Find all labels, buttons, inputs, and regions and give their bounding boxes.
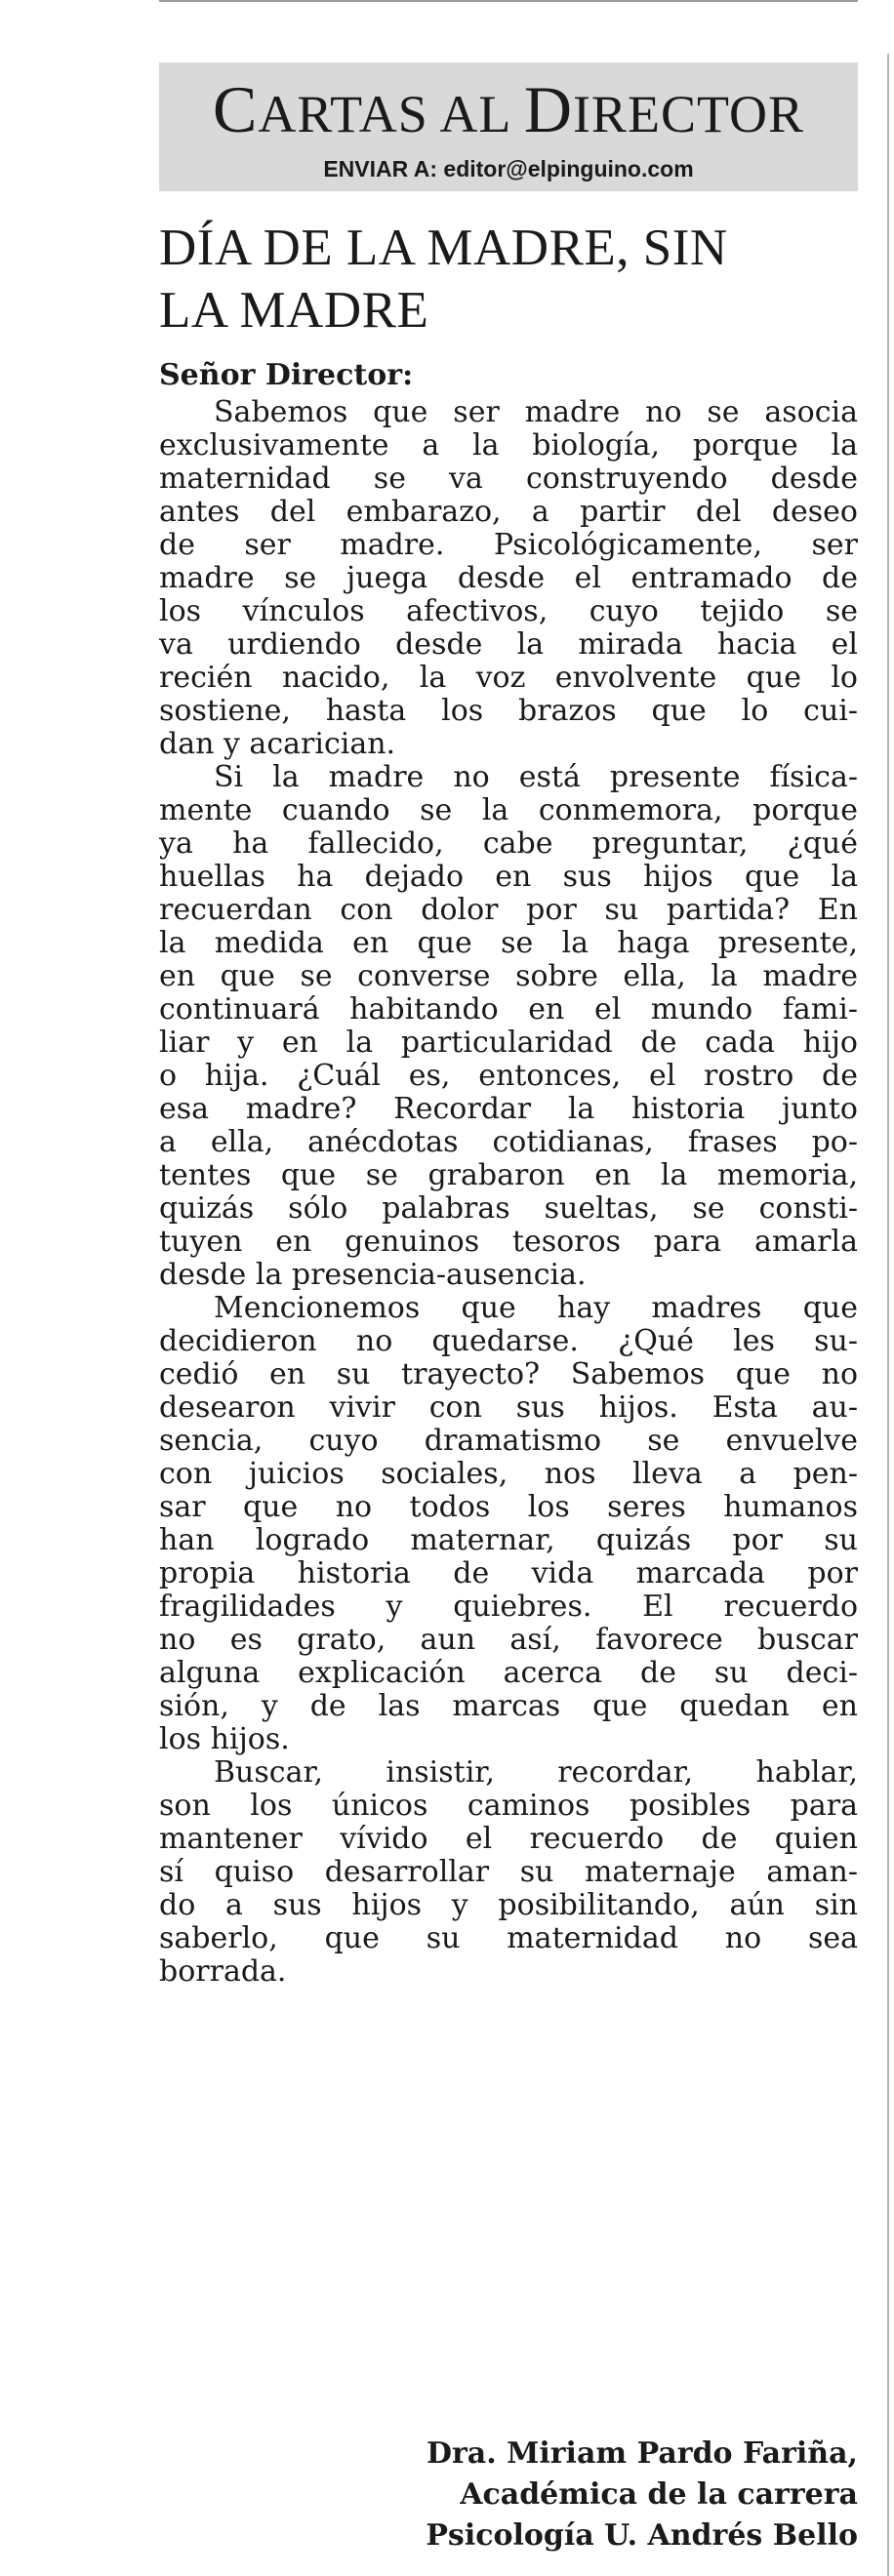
paragraph-line: desde la presencia-ausencia. bbox=[159, 1258, 587, 1292]
salutation: Señor Director: bbox=[159, 358, 414, 392]
paragraph-line: esa madre? Recordar la historia junto bbox=[159, 1092, 858, 1126]
paragraph-line: de ser madre. Psicológicamente, ser bbox=[159, 528, 858, 562]
paragraph-line: alguna explicación acerca de su deci- bbox=[159, 1656, 858, 1690]
section-title-rest-1: ARTAS AL bbox=[258, 85, 524, 143]
paragraph-line: madre se juega desde el entramado de bbox=[159, 561, 858, 595]
paragraph-line: han logrado maternar, quizás por su bbox=[159, 1523, 858, 1557]
signature-block bbox=[426, 2434, 858, 2556]
section-header bbox=[159, 62, 858, 191]
paragraph-line: do a sus hijos y posibilitando, aún sin bbox=[159, 1888, 858, 1922]
paragraph-line: o hija. ¿Cuál es, entonces, el rostro de bbox=[159, 1059, 858, 1093]
paragraph-line: sar que no todos los seres humanos bbox=[159, 1490, 858, 1524]
paragraph-line: antes del embarazo, a partir del deseo bbox=[159, 495, 858, 529]
paragraph-line: sí quiso desarrollar su maternaje aman- bbox=[159, 1855, 858, 1889]
paragraph-line: sencia, cuyo dramatismo se envuelve bbox=[159, 1424, 858, 1458]
paragraph-line: Mencionemos que hay madres que bbox=[214, 1291, 858, 1325]
section-title-initial-1: C bbox=[213, 72, 259, 146]
contact-email: ENVIAR A: editor@elpinguino.com bbox=[323, 156, 694, 181]
paragraph-line: la medida en que se la haga presente, bbox=[159, 926, 858, 960]
paragraph bbox=[159, 396, 858, 761]
signature-name: Dra. Miriam Pardo Fariña, bbox=[426, 2436, 858, 2471]
paragraph-line: borrada. bbox=[159, 1954, 287, 1989]
section-title-initial-2: D bbox=[523, 72, 573, 146]
article-body bbox=[159, 396, 858, 1989]
paragraph-line: mente cuando se la conmemora, porque bbox=[159, 793, 858, 827]
paragraph-line: maternidad se va construyendo desde bbox=[159, 462, 858, 496]
paragraph-line: continuará habitando en el mundo fami- bbox=[159, 992, 858, 1026]
paragraph-line: cedió en su trayecto? Sabemos que no bbox=[159, 1357, 858, 1391]
paragraph-line: saberlo, que su maternidad no sea bbox=[159, 1921, 858, 1955]
paragraph-line: ya ha fallecido, cabe preguntar, ¿qué bbox=[159, 826, 858, 861]
paragraph-line: exclusivamente a la biología, porque la bbox=[159, 428, 858, 463]
paragraph-line: va urdiendo desde la mirada hacia el bbox=[159, 627, 858, 662]
paragraph-line: son los únicos caminos posibles para bbox=[159, 1789, 858, 1823]
paragraph-line: con juicios sociales, nos lleva a pen- bbox=[159, 1457, 858, 1491]
paragraph-line: sostiene, hasta los brazos que lo cui- bbox=[159, 694, 858, 728]
paragraph-line: en que se converse sobre ella, la madre bbox=[159, 959, 858, 993]
paragraph bbox=[159, 1292, 858, 1756]
paragraph-line: huellas ha dejado en sus hijos que la bbox=[159, 860, 858, 894]
paragraph-line: dan y acarician. bbox=[159, 727, 396, 761]
section-title-rest-2: IRECTOR bbox=[572, 85, 804, 143]
paragraph-line: mantener vívido el recuerdo de quien bbox=[159, 1822, 858, 1856]
paragraph-line: sión, y de las marcas que quedan en bbox=[159, 1689, 858, 1723]
paragraph bbox=[159, 1756, 858, 1989]
paragraph-line: a ella, anécdotas cotidianas, frases po- bbox=[159, 1125, 858, 1159]
paragraph-line: Buscar, insistir, recordar, hablar, bbox=[214, 1755, 858, 1790]
paragraph-line: fragilidades y quiebres. El recuerdo bbox=[159, 1590, 858, 1624]
signature-institution: Psicología U. Andrés Bello bbox=[426, 2518, 858, 2553]
column-divider bbox=[887, 54, 889, 2576]
headline-line: DÍA DE LA MADRE, SIN bbox=[159, 220, 728, 276]
paragraph-line: tentes que se grabaron en la memoria, bbox=[159, 1158, 858, 1192]
paragraph bbox=[159, 761, 858, 1292]
section-title bbox=[159, 62, 858, 153]
paragraph-line: Si la madre no está presente física- bbox=[214, 760, 858, 794]
paragraph-line: recuerdan con dolor por su partida? En bbox=[159, 893, 858, 927]
paragraph-line: propia historia de vida marcada por bbox=[159, 1556, 858, 1590]
paragraph-line: los vínculos afectivos, cuyo tejido se bbox=[159, 594, 858, 628]
paragraph-line: no es grato, aun así, favorece buscar bbox=[159, 1623, 858, 1657]
article-headline bbox=[159, 217, 858, 342]
headline-line: LA MADRE bbox=[159, 282, 429, 339]
paragraph-line: los hijos. bbox=[159, 1722, 290, 1756]
top-rule bbox=[159, 0, 858, 2]
signature-title: Académica de la carrera bbox=[460, 2477, 858, 2512]
paragraph-line: recién nacido, la voz envolvente que lo bbox=[159, 661, 858, 695]
paragraph-line: liar y en la particularidad de cada hijo bbox=[159, 1026, 858, 1060]
paragraph-line: decidieron no quedarse. ¿Qué les su- bbox=[159, 1324, 858, 1358]
paragraph-line: tuyen en genuinos tesoros para amarla bbox=[159, 1225, 858, 1259]
paragraph-line: Sabemos que ser madre no se asocia bbox=[214, 395, 858, 429]
paragraph-line: quizás sólo palabras sueltas, se consti- bbox=[159, 1191, 858, 1226]
paragraph-line: desearon vivir con sus hijos. Esta au- bbox=[159, 1390, 858, 1425]
